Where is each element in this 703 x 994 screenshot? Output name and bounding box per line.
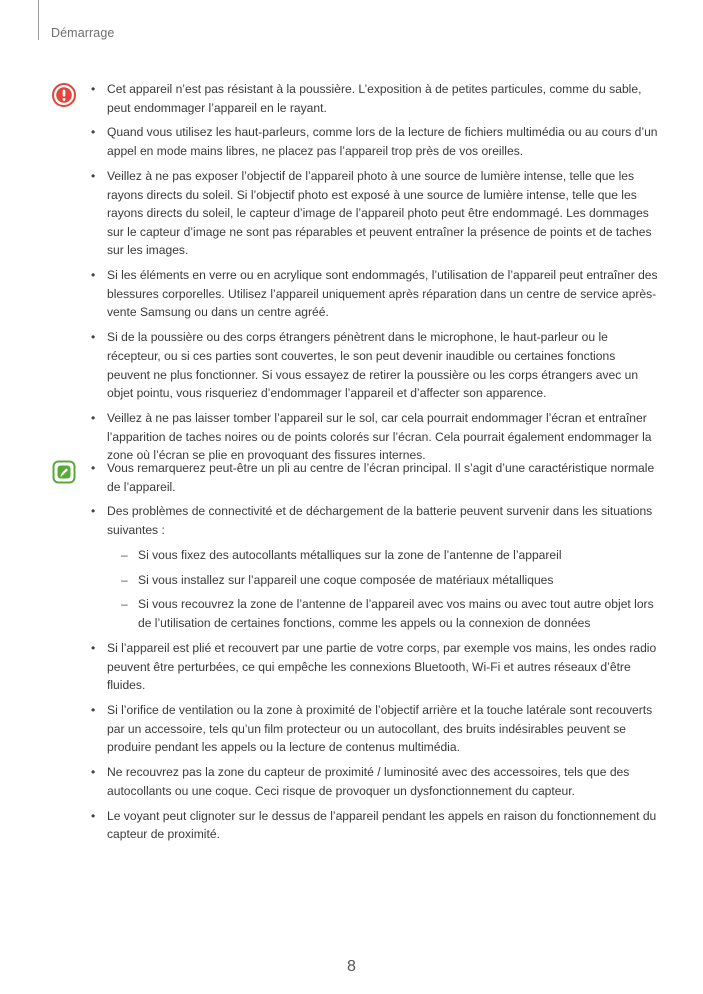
list-item: • Quand vous utilisez les haut-parleurs, comme lors de la lecture de fichiers multimédia ou au cours d’un appel en mode mains libres, ne placez pas l’appareil trop près de vos oreilles. xyxy=(91,123,659,160)
list-item: • Si les éléments en verre ou en acrylique sont endommagés, l’utilisation de l’appareil peut entraîner des blessures corporelles. Utilisez l’appareil uniquement après réparation dans un centre de service après-vente Samsung ou dans un centre agréé. xyxy=(91,266,659,322)
list-item: • Si l’orifice de ventilation ou la zone à proximité de l’objectif arrière et la touche latérale sont recouverts par un accessoire, tels qu’un film protecteur ou un autocollant, des bruits indésirables peuvent se produire pendant les appels ou la lecture de contenus multimédia. xyxy=(91,701,659,757)
caution-block xyxy=(91,80,659,471)
note-pencil-icon xyxy=(52,460,76,484)
section-title: Démarrage xyxy=(51,26,115,40)
list-item xyxy=(91,502,659,632)
sub-list xyxy=(121,546,659,633)
list-item: • Vous remarquerez peut-être un pli au centre de l’écran principal. Il s’agit d’une caractéristique normale de l’appareil. xyxy=(91,459,659,496)
list-item: • Si de la poussière ou des corps étrangers pénètrent dans le microphone, le haut-parleur ou le récepteur, ou si ces parties sont couvertes, le son peut devenir inaudible ou certaines fonctions peuvent ne plus fonctionner. Si vous essayez de retirer la poussière ou les corps étrangers avec un objet pointu, vous risqueriez d’endommager l’appareil et d’affecter son apparence. xyxy=(91,328,659,402)
note-list xyxy=(91,459,659,844)
sub-list-item: – Si vous installez sur l’appareil une coque composée de matériaux métalliques xyxy=(121,571,659,590)
list-item-text: Des problèmes de connectivité et de déchargement de la batterie peuvent survenir dans les situations suivantes : xyxy=(107,504,653,538)
list-item: • Si l’appareil est plié et recouvert par une partie de votre corps, par exemple vos mains, les ondes radio peuvent être perturbées, ce qui empêche les connexions Bluetooth, Wi-Fi et autres réseaux d’être fluides. xyxy=(91,639,659,695)
caution-list xyxy=(91,80,659,465)
list-item: • Ne recouvrez pas la zone du capteur de proximité / luminosité avec des accessoires, tels que des autocollants ou une coque. Ceci risque de provoquer un dysfonctionnement du capteur. xyxy=(91,763,659,800)
note-block xyxy=(91,459,659,850)
list-item: • Le voyant peut clignoter sur le dessus de l’appareil pendant les appels en raison du fonctionnement du capteur de proximité. xyxy=(91,807,659,844)
list-item: • Veillez à ne pas exposer l’objectif de l’appareil photo à une source de lumière intense, telle que les rayons directs du soleil. Si l’objectif photo est exposé à une source de lumière intense, telle que les rayons directs du soleil, le capteur d’image de l’appareil photo peut être endommagé. Les dommages sur le capteur d’image ne sont pas réparables et peuvent entraîner la présence de points et de taches sur les images. xyxy=(91,167,659,260)
sub-list-item: – Si vous recouvrez la zone de l’antenne de l’appareil avec vos mains ou avec tout autre objet lors de l’utilisation de certaines fonctions, comme les appels ou la connexion de données xyxy=(121,595,659,632)
caution-icon xyxy=(51,82,77,108)
sub-list-item: – Si vous fixez des autocollants métalliques sur la zone de l’antenne de l’appareil xyxy=(121,546,659,565)
header-rule xyxy=(38,0,39,40)
page-number: 8 xyxy=(347,958,356,975)
list-item: • Cet appareil n’est pas résistant à la poussière. L’exposition à de petites particules, comme du sable, peut endommager l’appareil en le rayant. xyxy=(91,80,659,117)
list-item: • Veillez à ne pas laisser tomber l’appareil sur le sol, car cela pourrait endommager l’écran et entraîner l’apparition de taches noires ou de points colorés sur l’écran. Cela pourrait également endommager la zone où l’écran se plie en provoquant des fissures internes. xyxy=(91,409,659,465)
